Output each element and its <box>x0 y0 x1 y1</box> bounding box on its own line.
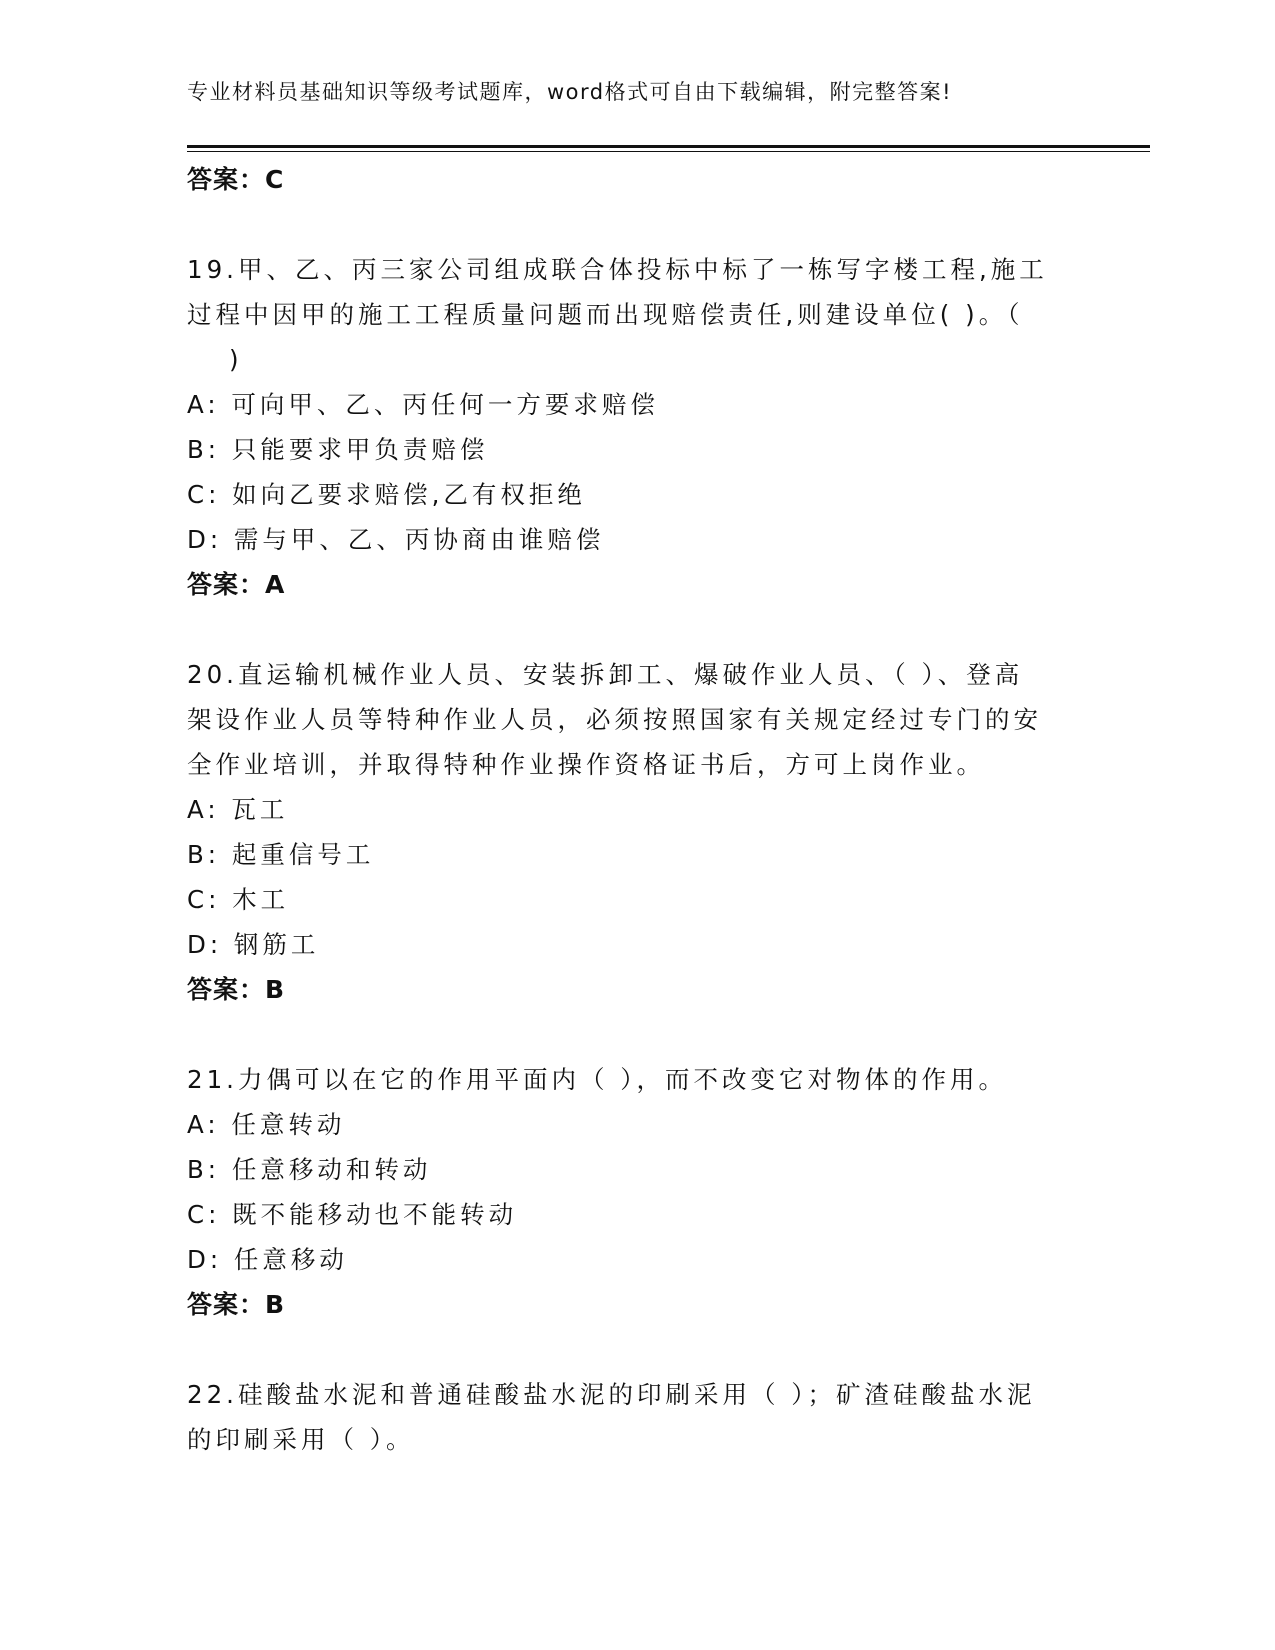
answer-line: 答案：B <box>187 1290 286 1319</box>
question-block <box>187 1057 1087 1327</box>
option-d: D: 任意移动 <box>187 1245 348 1274</box>
header-rule-thin <box>187 151 1150 152</box>
question-text: 的印刷采用（ ）。 <box>187 1425 415 1454</box>
question-block <box>187 247 1087 607</box>
answer-line: 答案：B <box>187 975 286 1004</box>
option-d: D: 钢筋工 <box>187 930 320 959</box>
option-a: A: 瓦工 <box>187 795 289 824</box>
option-b: B: 起重信号工 <box>187 840 375 869</box>
question-block <box>187 652 1087 1012</box>
answer-line: 答案：A <box>187 570 286 599</box>
question-block <box>187 1372 1087 1462</box>
question-list <box>187 157 1087 1462</box>
option-b: B: 只能要求甲负责赔偿 <box>187 435 489 464</box>
option-a: A: 可向甲、乙、丙任何一方要求赔偿 <box>187 390 659 419</box>
option-a: A: 任意转动 <box>187 1110 346 1139</box>
option-b: B: 任意移动和转动 <box>187 1155 432 1184</box>
question-text: 过程中因甲的施工工程质量问题而出现赔偿责任,则建设单位( )。（ <box>187 300 1024 329</box>
question-text: 22.硅酸盐水泥和普通硅酸盐水泥的印刷采用（ ）；矿渣硅酸盐水泥 <box>187 1380 1036 1409</box>
question-text: 19.甲、乙、丙三家公司组成联合体投标中标了一栋写字楼工程,施工 <box>187 255 1048 284</box>
question-text: 21.力偶可以在它的作用平面内（ ），而不改变它对物体的作用。 <box>187 1065 1007 1094</box>
page-header: 专业材料员基础知识等级考试题库，word格式可自由下载编辑，附完整答案! <box>187 80 953 104</box>
option-c: C: 如向乙要求赔偿,乙有权拒绝 <box>187 480 586 509</box>
question-text: 20.直运输机械作业人员、安装拆卸工、爆破作业人员、（ ）、登高 <box>187 660 1024 689</box>
header-rule-thick <box>187 145 1150 148</box>
question-text: 全作业培训，并取得特种作业操作资格证书后，方可上岗作业。 <box>187 750 985 779</box>
question-text: ) <box>229 345 243 374</box>
option-c: C: 木工 <box>187 885 290 914</box>
answer-line: 答案：C <box>187 165 285 194</box>
option-c: C: 既不能移动也不能转动 <box>187 1200 518 1229</box>
question-text: 架设作业人员等特种作业人员，必须按照国家有关规定经过专门的安 <box>187 705 1042 734</box>
option-d: D: 需与甲、乙、丙协商由谁赔偿 <box>187 525 605 554</box>
